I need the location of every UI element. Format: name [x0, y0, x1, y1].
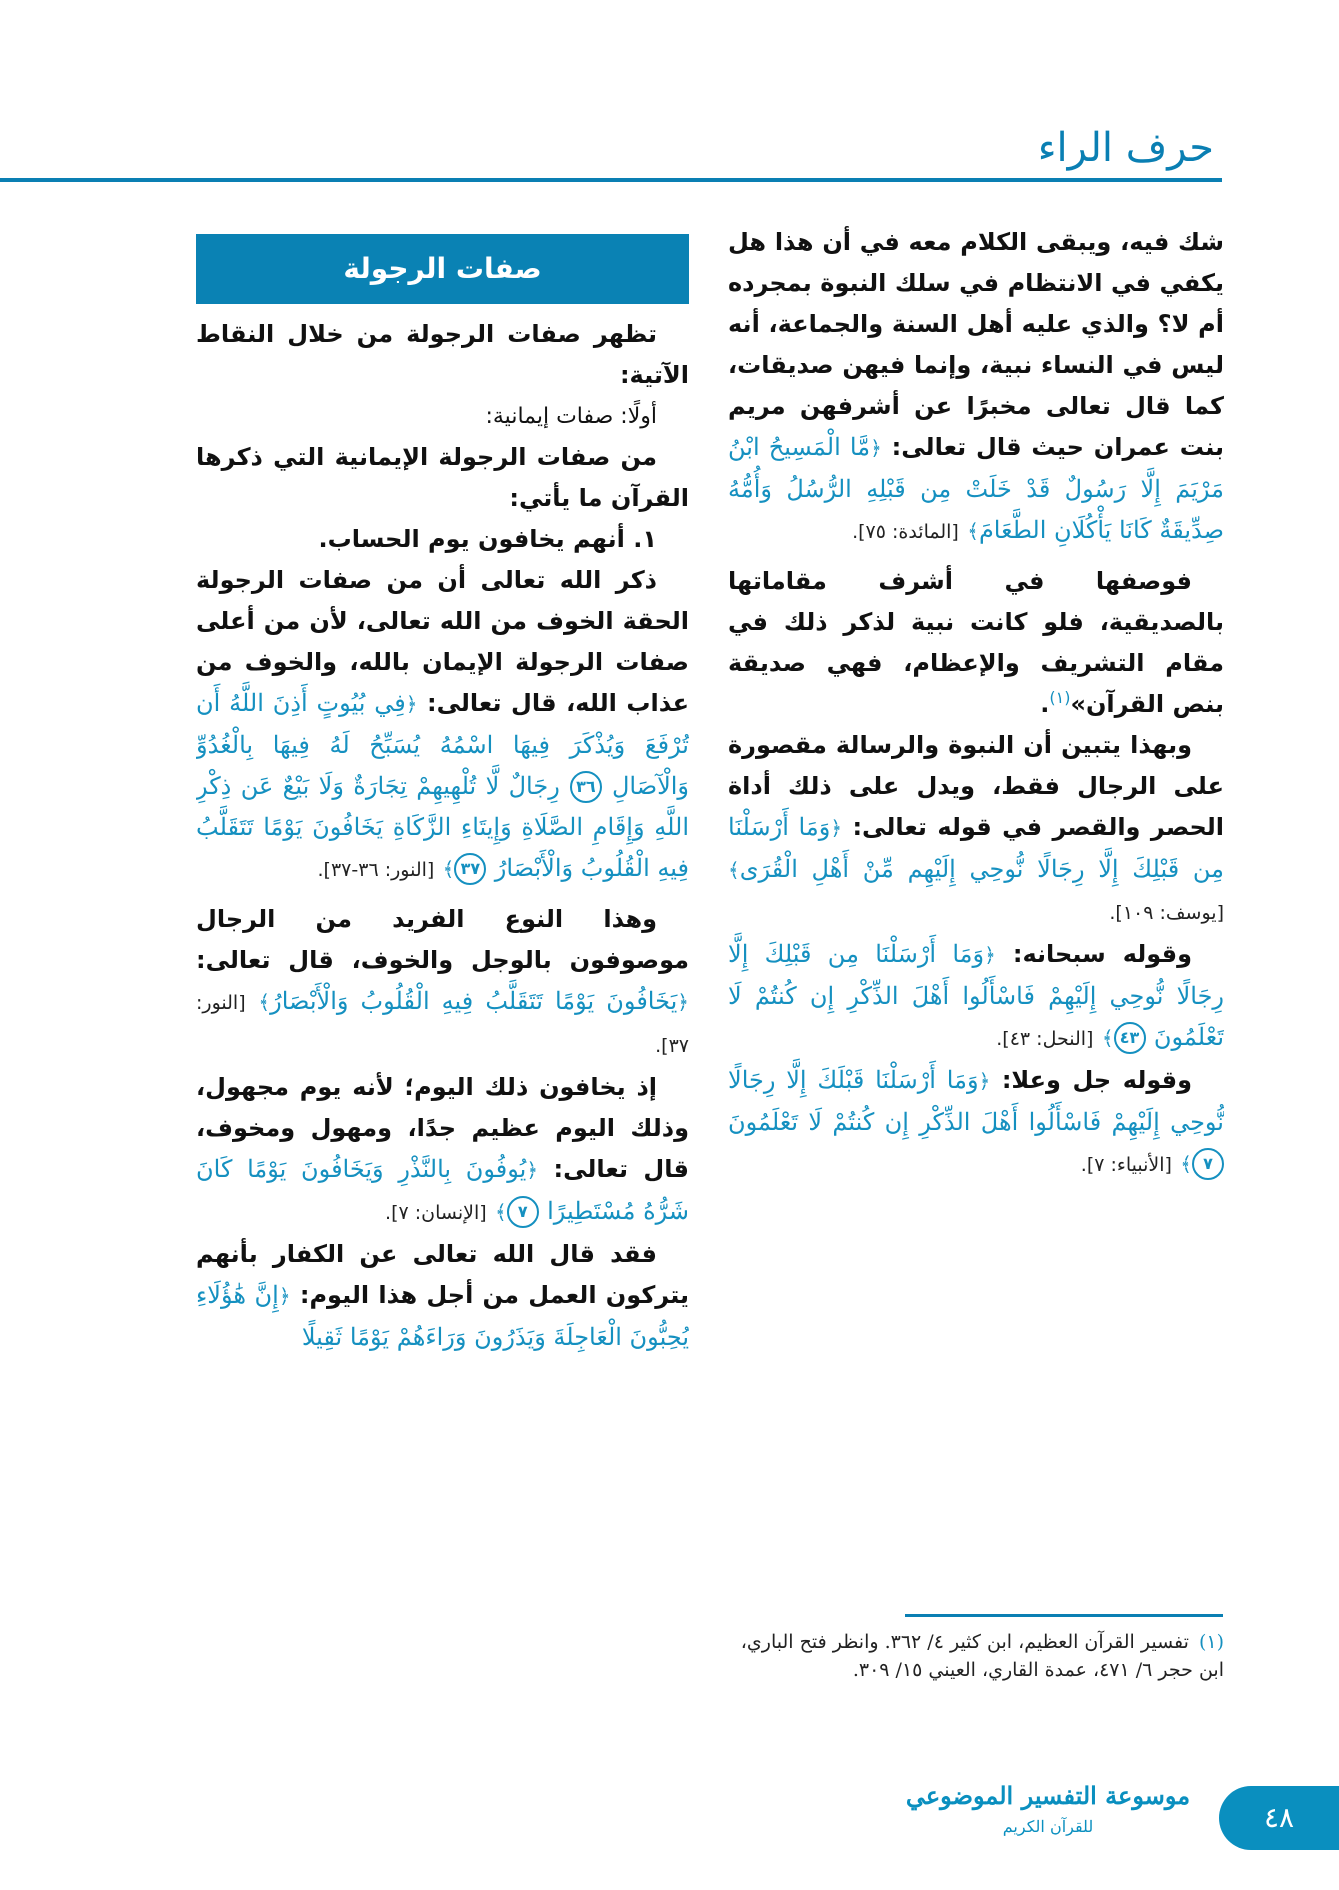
footnote-text: تفسير القرآن العظيم، ابن كثير ٤/ ٣٦٢. وانظر فتح الباري، ابن حجر ٦/ ٤٧١، عمدة القاري، العيني ١٥/ ٣٠٩. — [740, 1631, 1224, 1681]
right-column — [728, 222, 1224, 1602]
paragraph — [728, 725, 1224, 934]
quran-open-ornament-icon: ﴿ — [677, 990, 689, 1014]
paragraph-text: وهذا النوع الفريد من الرجال موصوفون بالوجل والخوف، قال تعالى: — [196, 905, 689, 974]
quran-open-ornament-icon: ﴿ — [984, 943, 996, 967]
quran-open-ornament-icon: ﴿ — [405, 692, 418, 716]
footnotes — [728, 1628, 1224, 1748]
footnote-link[interactable]: (١) — [1049, 688, 1071, 707]
verse-reference: [يوسف: ١٠٩]. — [1109, 902, 1224, 924]
quran-verse: فِي بُيُوتٍ أَذِنَ اللَّهُ أَن تُرْفَعَ وَيُذْكَرَ فِيهَا اسْمُهُ يُسَبِّحُ لَهُ فِيهَا بِالْغُدُوِّ وَالْآصَالِ — [196, 689, 689, 800]
quran-close-ornament-icon: ﴾ — [1180, 1152, 1192, 1176]
paragraph — [196, 1067, 689, 1234]
paragraph-text: فقد قال الله تعالى عن الكفار بأنهم يتركون العمل من أجل هذا اليوم: — [196, 1240, 689, 1309]
quran-verse: إِنَّ هَٰؤُلَاءِ يُحِبُّونَ الْعَاجِلَةَ وَيَذَرُونَ وَرَاءَهُمْ يَوْمًا ثَقِيلًا — [196, 1281, 689, 1351]
verse-reference: [المائدة: ٧٥]. — [852, 521, 959, 543]
verse-reference: [الإنسان: ٧]. — [385, 1202, 487, 1224]
paragraph-text: وقوله جل وعلا: — [1001, 1066, 1193, 1094]
section-title-banner: صفات الرجولة — [196, 234, 689, 304]
verse-number-badge: ٧ — [507, 1196, 539, 1228]
footnote-rule — [905, 1614, 1223, 1617]
paragraph-text: شك فيه، ويبقى الكلام معه في أن هذا هل يكفي في الانتظام في سلك النبوة بمجرده أم لا؟ والذي عليه أهل السنة والجماعة، أنه ليس في النساء نبية، وإنما فيهن صديقات، كما قال تعالى مخبرًا عن أشرفهن مريم بنت عمران حيث قال تعالى: — [728, 228, 1224, 461]
paragraph — [728, 561, 1224, 725]
quran-open-ornament-icon: ﴿ — [978, 1069, 991, 1093]
subheading: أولًا: صفات إيمانية: — [485, 404, 657, 429]
quran-open-ornament-icon: ﴿ — [526, 1158, 539, 1182]
quran-open-ornament-icon: ﴿ — [278, 1284, 291, 1308]
paragraph — [196, 899, 689, 1067]
paragraph-text: فوصفها في أشرف مقاماتها بالصديقية، فلو كانت نبية لذكر ذلك في مقام التشريف والإعظام، فهي صديقة بنص القرآن» — [728, 567, 1224, 718]
footnote-number: (١) — [1198, 1631, 1224, 1653]
paragraph — [196, 560, 689, 891]
quran-verse: وَمَا أَرْسَلْنَا مِن قَبْلِكَ إِلَّا رِجَالًا نُّوحِي إِلَيْهِمْ فَاسْأَلُوا أَهْلَ الذِّكْرِ إِن كُنتُمْ لَا تَعْلَمُونَ — [728, 940, 1224, 1051]
quran-verse: يُوفُونَ بِالنَّذْرِ وَيَخَافُونَ يَوْمًا كَانَ شَرُّهُ مُسْتَطِيرًا — [196, 1155, 689, 1225]
quran-verse: رِجَالٌ لَّا تُلْهِيهِمْ تِجَارَةٌ وَلَا بَيْعٌ عَن ذِكْرِ اللَّهِ وَإِقَامِ الصَّلَاةِ وَإِيتَاءِ الزَّكَاةِ يَخَافُونَ يَوْمًا تَتَقَلَّبُ فِيهِ الْقُلُوبُ وَالْأَبْصَارُ — [196, 772, 689, 882]
paragraph-text: وبهذا يتبين أن النبوة والرسالة مقصورة على الرجال فقط، ويدل على ذلك أداة الحصر والقصر في قوله تعالى: — [728, 731, 1224, 841]
verse-reference: [النور: ٣٦-٣٧]. — [317, 859, 435, 881]
left-column — [196, 234, 689, 1754]
quran-open-ornament-icon: ﴿ — [870, 436, 882, 460]
verse-reference: [النحل: ٤٣]. — [996, 1028, 1094, 1050]
series-title: موسوعة التفسير الموضوعي — [905, 1781, 1191, 1810]
quran-verse: وَمَا أَرْسَلْنَا مِن قَبْلِكَ إِلَّا رِجَالًا نُّوحِي إِلَيْهِم مِّنْ أَهْلِ الْقُرَى — [728, 813, 1224, 883]
series-subtitle: للقرآن الكريم — [1002, 1817, 1094, 1836]
paragraph — [196, 1234, 689, 1358]
series-logo — [898, 1776, 1198, 1856]
quran-open-ornament-icon: ﴿ — [830, 816, 843, 840]
header-rule — [0, 178, 1222, 182]
verse-reference: [النور: ٣٧]. — [196, 992, 689, 1057]
chapter-title: حرف الراء — [1037, 125, 1214, 171]
quran-close-ornament-icon: ﴾ — [967, 519, 979, 543]
paragraph — [728, 1060, 1224, 1186]
verse-reference: [الأنبياء: ٧]. — [1080, 1154, 1172, 1176]
paragraph — [728, 934, 1224, 1060]
verse-number-badge: ٣٦ — [570, 771, 602, 803]
verse-number-badge: ٤٣ — [1114, 1022, 1146, 1054]
verse-number-badge: ٧ — [1192, 1148, 1224, 1180]
quran-close-ornament-icon: ﴾ — [442, 857, 455, 881]
page-number-badge: ٤٨ — [1219, 1786, 1339, 1850]
quran-close-ornament-icon: ﴾ — [495, 1200, 507, 1224]
quran-verse: يَخَافُونَ يَوْمًا تَتَقَلَّبُ فِيهِ الْقُلُوبُ وَالْأَبْصَارُ — [270, 987, 678, 1015]
quran-verse: وَمَا أَرْسَلْنَا قَبْلَكَ إِلَّا رِجَالًا نُّوحِي إِلَيْهِمْ فَاسْأَلُوا أَهْلَ الذِّكْرِ إِن كُنتُمْ لَا تَعْلَمُونَ — [728, 1066, 1224, 1136]
paragraph-text: ذكر الله تعالى أن من صفات الرجولة الحقة الخوف من الله تعالى، لأن من أعلى صفات الرجولة الإيمان بالله، والخوف من عذاب الله، قال تعالى: — [196, 566, 689, 717]
footnote-item — [728, 1628, 1224, 1684]
period: . — [1040, 690, 1050, 718]
quran-verse: مَّا الْمَسِيحُ ابْنُ مَرْيَمَ إِلَّا رَسُولٌ قَدْ خَلَتْ مِن قَبْلِهِ الرُّسُلُ وَأُمُّهُ صِدِّيقَةٌ كَانَا يَأْكُلَانِ الطَّعَامَ — [728, 433, 1224, 544]
paragraph — [728, 222, 1224, 553]
quran-close-ornament-icon: ﴾ — [258, 990, 271, 1014]
verse-number-badge: ٣٧ — [454, 853, 486, 885]
list-item: ١. أنهم يخافون يوم الحساب. — [318, 525, 657, 553]
paragraph-text: إذ يخافون ذلك اليوم؛ لأنه يوم مجهول، وذلك اليوم عظيم جدًا، ومهول ومخوف، قال تعالى: — [196, 1073, 689, 1183]
paragraph: تظهر صفات الرجولة من خلال النقاط الآتية: — [196, 320, 689, 389]
paragraph: من صفات الرجولة الإيمانية التي ذكرها القرآن ما يأتي: — [196, 443, 689, 512]
paragraph-text: وقوله سبحانه: — [1012, 940, 1192, 968]
quran-close-ornament-icon: ﴾ — [1101, 1026, 1114, 1050]
quran-close-ornament-icon: ﴾ — [728, 858, 740, 882]
